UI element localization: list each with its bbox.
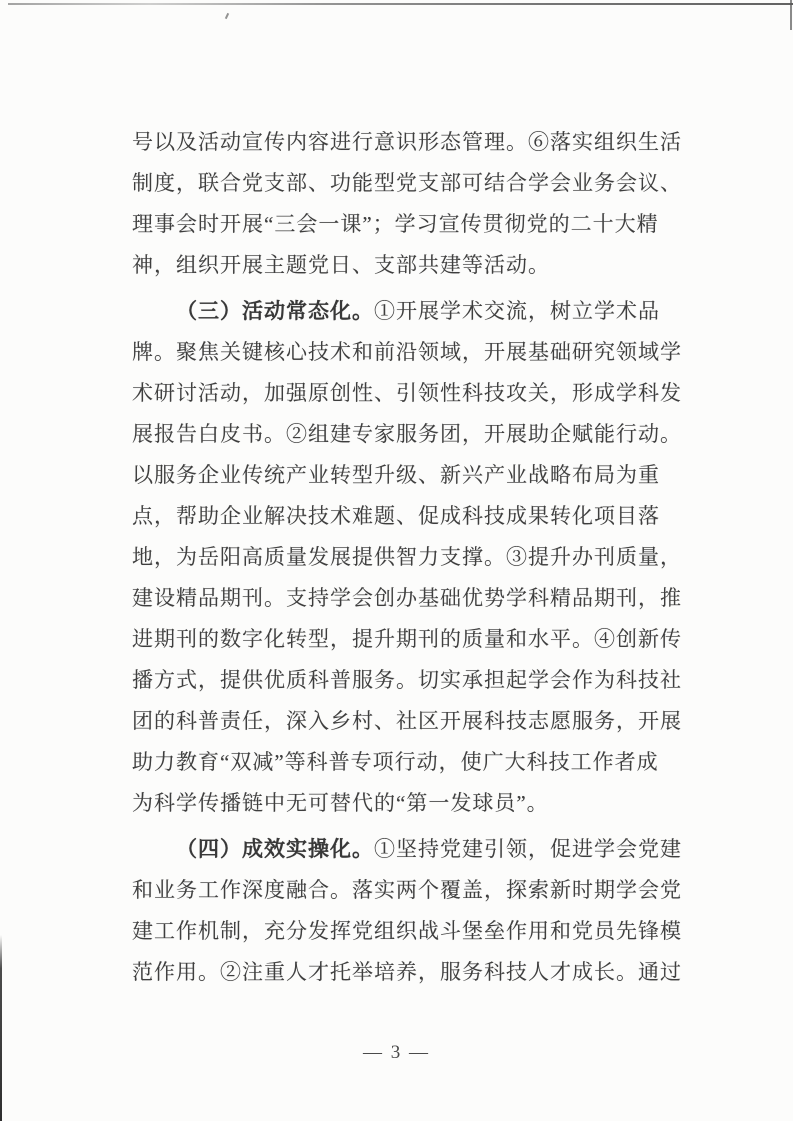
- section-heading-four: （四）成效实操化。: [176, 837, 374, 861]
- document-line: 助力教育“双减”等科普专项行动，使广大科技工作者成: [132, 750, 659, 774]
- document-line: 理事会时开展“三会一课”；学习宣传贯彻党的二十大精: [132, 212, 659, 236]
- section-heading-rest: ①开展学术交流，树立学术品: [374, 299, 660, 323]
- scan-artifact-top-edge: [8, 3, 793, 5]
- document-line: 点，帮助企业解决技术难题、促成科技成果转化项目落: [132, 504, 660, 528]
- page-number: — 3 —: [363, 1042, 430, 1063]
- document-line: 术研讨活动，加强原创性、引领性科技攻关，形成学科发: [132, 381, 682, 405]
- document-line: 为科学传播链中无可替代的“第一发球员”。: [132, 791, 549, 815]
- section-heading-three: （三）活动常态化。: [176, 299, 374, 323]
- document-line: 范作用。②注重人才托举培养，服务科技人才成长。通过: [132, 960, 682, 984]
- paragraph-section-three: [132, 291, 684, 824]
- paragraph-section-four: [132, 829, 684, 993]
- document-line: [132, 829, 684, 870]
- document-line: 团的科普责任，深入乡村、社区开展科技志愿服务，开展: [132, 709, 682, 733]
- document-line: 建工作机制，充分发挥党组织战斗堡垒作用和党员先锋模: [132, 919, 682, 943]
- scan-artifact-speck: [225, 13, 229, 19]
- document-line: 制度，联合党支部、功能型党支部可结合学会业务会议、: [132, 171, 682, 195]
- document-line: 进期刊的数字化转型，提升期刊的质量和水平。④创新传: [132, 627, 682, 651]
- paragraph-continuation: [132, 122, 684, 286]
- document-line: 以服务企业传统产业转型升级、新兴产业战略布局为重: [132, 463, 660, 487]
- scan-artifact-right-edge: [790, 0, 792, 30]
- document-line: 建设精品期刊。支持学会创办基础优势学科精品期刊，推: [132, 586, 682, 610]
- document-line: 号以及活动宣传内容进行意识形态管理。⑥落实组织生活: [132, 130, 682, 154]
- document-line: [132, 291, 684, 332]
- document-line: 神，组织开展主题党日、支部共建等活动。: [132, 253, 550, 277]
- document-line: 展报告白皮书。②组建专家服务团，开展助企赋能行动。: [132, 422, 682, 446]
- document-line: 牌。聚焦关键核心技术和前沿领域，开展基础研究领域学: [132, 340, 682, 364]
- document-line: 和业务工作深度融合。落实两个覆盖，探索新时期学会党: [132, 878, 682, 902]
- scan-artifact-left-edge: [0, 935, 2, 1121]
- document-line: 地，为岳阳高质量发展提供智力支撑。③提升办刊质量，: [132, 545, 682, 569]
- document-body: [132, 122, 684, 993]
- document-line: 播方式，提供优质科普服务。切实承担起学会作为科技社: [132, 668, 682, 692]
- section-heading-rest: ①坚持党建引领，促进学会党建: [374, 837, 682, 861]
